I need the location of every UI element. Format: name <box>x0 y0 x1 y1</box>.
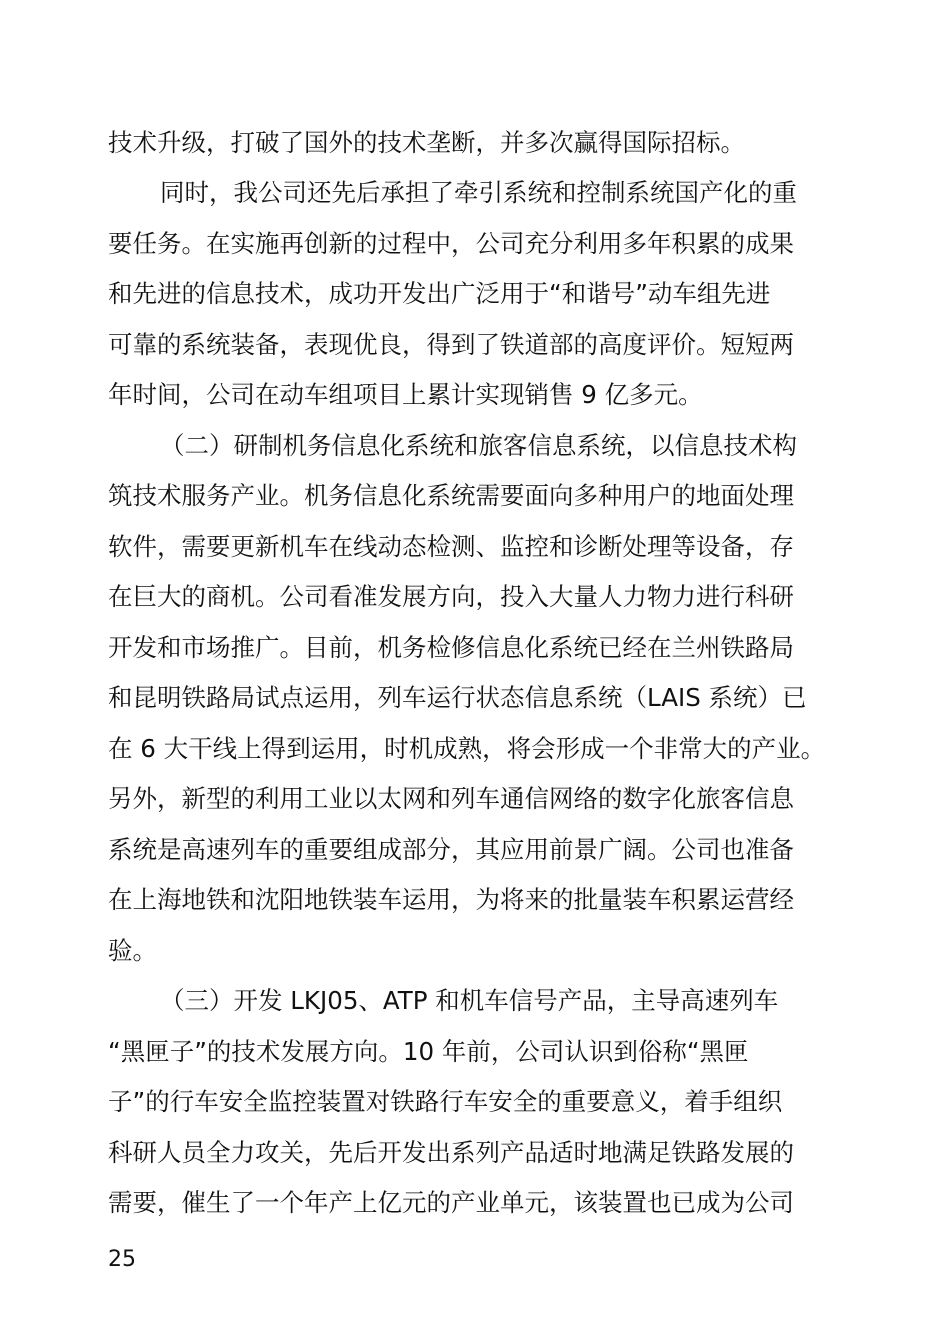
text-line: “黑匣子”的技术发展方向。10 年前，公司认识到俗称“黑匣 <box>108 1037 749 1066</box>
text-line: 另外，新型的利用工业以太网和列车通信网络的数字化旅客信息 <box>108 784 794 813</box>
text-line: 在巨大的商机。公司看准发展方向，投入大量人力物力进行科研 <box>108 582 794 611</box>
text-line: 同时，我公司还先后承担了牵引系统和控制系统国产化的重 <box>160 178 797 207</box>
text-line: 年时间，公司在动车组项目上累计实现销售 9 亿多元。 <box>108 380 703 409</box>
text-line: 要任务。在实施再创新的过程中，公司充分利用多年积累的成果 <box>108 229 794 258</box>
text-line: 需要，催生了一个年产上亿元的产业单元，该装置也已成为公司 <box>108 1188 794 1217</box>
text-line: 可靠的系统装备，表现优良，得到了铁道部的高度评价。短短两 <box>108 330 794 359</box>
text-line: 子”的行车安全监控装置对铁路行车安全的重要意义，着手组织 <box>108 1087 783 1116</box>
page-number: 25 <box>108 1247 136 1272</box>
text-line: 筑技术服务产业。机务信息化系统需要面向多种用户的地面处理 <box>108 481 794 510</box>
text-line: （二）研制机务信息化系统和旅客信息系统，以信息技术构 <box>160 431 797 460</box>
text-line: 软件，需要更新机车在线动态检测、监控和诊断处理等设备，存 <box>108 532 794 561</box>
text-line: 科研人员全力攻关，先后开发出系列产品适时地满足铁路发展的 <box>108 1138 794 1167</box>
text-line: 系统是高速列车的重要组成部分，其应用前景广阔。公司也准备 <box>108 835 794 864</box>
text-line: 在 6 大干线上得到运用，时机成熟，将会形成一个非常大的产业。 <box>108 734 826 763</box>
text-line: 验。 <box>108 936 157 965</box>
text-line: （三）开发 LKJ05、ATP 和机车信号产品，主导高速列车 <box>160 986 779 1015</box>
text-line: 开发和市场推广。目前，机务检修信息化系统已经在兰州铁路局 <box>108 633 794 662</box>
text-line: 在上海地铁和沈阳地铁装车运用，为将来的批量装车积累运营经 <box>108 885 794 914</box>
text-line: 技术升级，打破了国外的技术垄断，并多次赢得国际招标。 <box>108 128 745 157</box>
text-line: 和昆明铁路局试点运用，列车运行状态信息系统（LAIS 系统）已 <box>108 683 807 712</box>
text-line: 和先进的信息技术，成功开发出广泛用于“和谐号”动车组先进 <box>108 279 771 308</box>
